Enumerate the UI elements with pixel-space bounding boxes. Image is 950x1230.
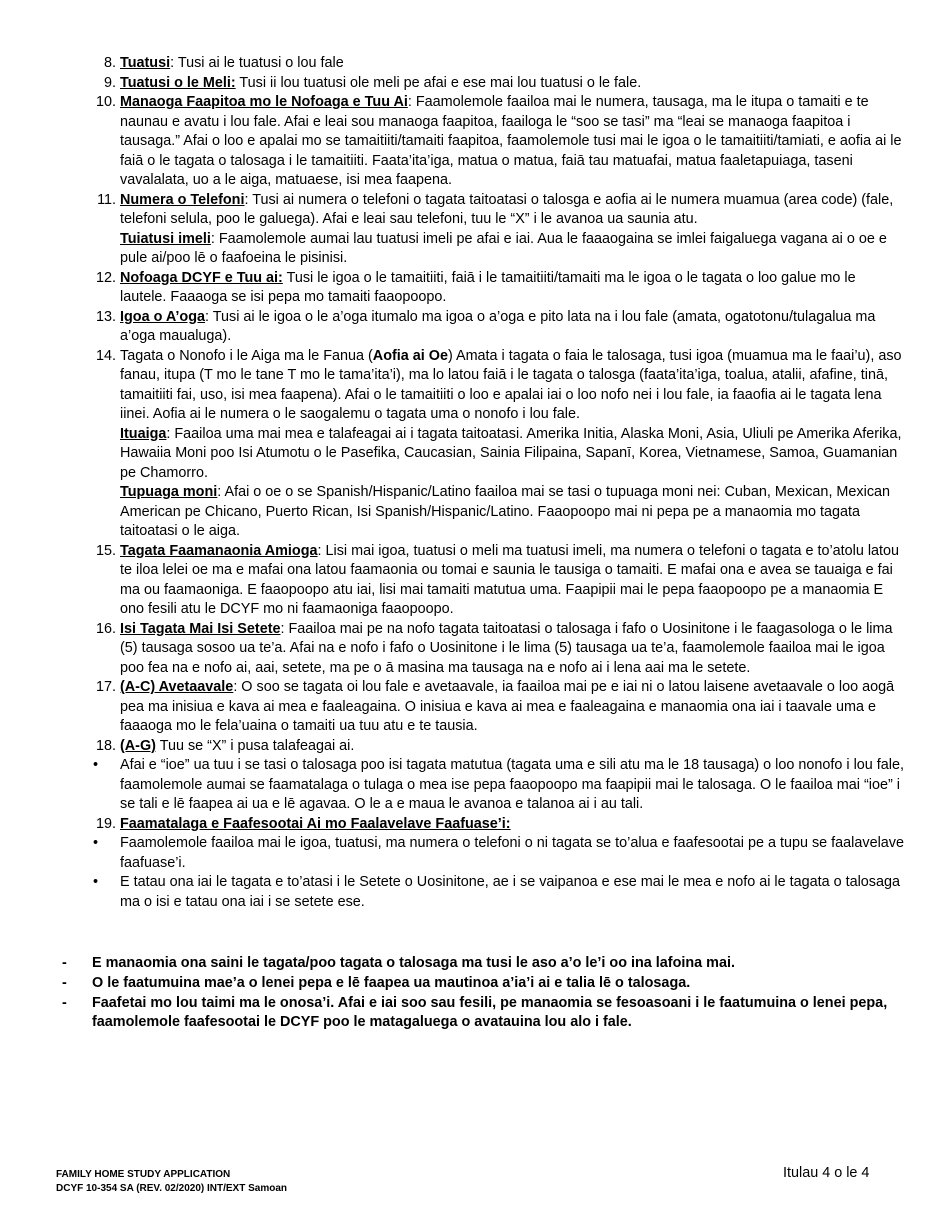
form-footer <box>56 1168 287 1196</box>
item-subtext: : Faailoa uma mai mea e talafeagai ai i tagata taitoatasi. Amerika Initia, Alaska Moni, Asia, Uliuli pe Amerika Aferika, Hawaiia Moni poo Isi Atumotu o le Pasefika, Caucasian, Sainia Filipaina, Sapanī, Korea, Vietnamese, Samoa, Guamanian pe Chamorro. <box>120 425 902 481</box>
item-heading: Tuatusi o le Meli: <box>120 74 236 91</box>
note-text: Faafetai mo lou taimi ma le onosa’i. Afai e iai soo sau fesili, pe manaomia se fesoasoani i le faatumuina o lenei pepa, faamolemole faafesootai le DCYF poo le matagaluega o avatauina lou alo i fale. <box>92 994 888 1031</box>
form-id: DCYF 10-354 SA (REV. 02/2020) INT/EXT Samoan <box>56 1183 288 1194</box>
bullet-item: • E tatau ona iai le tagata e to’atasi i le Setete o Uosinitone, ae i se vaipanoa e ese mai le mea e nofo ai le tagata o talosaga ma o isi e tatau ona iai i se setete ese. <box>120 873 905 912</box>
item-subtext: : Faamolemole aumai lau tuatusi imeli pe afai e iai. Aua le faaaogaina se imlei faigaluega vagana ai o oe e pule ai/poo lē o faafoeina le pisinisi. <box>120 230 887 266</box>
item-heading: Nofoaga DCYF e Tuu ai: <box>120 269 283 286</box>
list-item <box>95 542 905 620</box>
item-heading: Faamatalaga e Faafesootai Ai mo Faalavelave Faafuase’i: <box>120 815 511 832</box>
item-number: 9. <box>103 74 116 91</box>
item-number: 13. <box>95 308 116 325</box>
note-dash: - <box>62 974 67 991</box>
list-item <box>95 347 905 542</box>
list-item <box>95 678 905 737</box>
item-text: ) Amata i tagata o faia le talosaga, tusi igoa (muamua ma le faai’u), aso fanau, itupa (T mo le tane T mo le tama’ita’i), ma lo latou faiā i le tagata o talosga (faata’ita’iga, toalua, atalii, afafine, tinā, tamaitiiti fai, uso, isi mea faapena). Afai o le tamaitiiti o loo e apalai iai o loo nofo nei i lou fale, ia faaofia ai le tagata lena iinei. Aofia ai le numera o le saogalemu o tagata uma o nonofo i lou fale. <box>120 347 902 422</box>
item-heading: Igoa o A’oga <box>120 308 206 325</box>
item-text: : O soo se tagata oi lou fale e avetaavale, ia faailoa mai pe e iai ni o latou laisene avetaavale o loo aogā pea ma inisiua e kava ai mea e faaleagaina. O inisiua e kava ai mea e faaleagaina e manaomia ona iai i taavale uma e faaaoga mo le fela’uaina o tamaiti ua tuu atu e te tausia. <box>120 679 895 734</box>
list-item <box>97 191 905 269</box>
item-number: 10. <box>95 94 116 110</box>
item-heading: (A-G) <box>120 737 156 754</box>
item-number: 8. <box>103 55 116 71</box>
item-number: 14. <box>95 347 116 364</box>
item-bold-text: Aofia ai Oe <box>372 347 448 364</box>
item-text: : Lisi mai igoa, tuatusi o meli ma tuatusi imeli, ma numera o telefoni o tagata e to’atolu latou te iloa lelei oe ma e mafai ona latou faamaonia ou tomai e saunia le tausiga o tamaiti. E mafai ona e avea se tauaiga e fai ma ou faamaoniga. E faaopoopo atu iai, lisi mai tamaiti matutua uma. Faapipii mai le pepa faaopoopo pe a manaomia E ono fesili atu le DCYF mo ni faamaoniga faaopoopo. <box>120 542 900 617</box>
item-heading: Isi Tagata Mai Isi Setete <box>120 620 281 637</box>
note-dash: - <box>62 994 67 1011</box>
item-heading: Numera o Telefoni <box>120 191 245 208</box>
list-item <box>95 269 905 308</box>
item-number: 16. <box>95 620 116 637</box>
bullet-item: • Faamolemole faailoa mai le igoa, tuatusi, ma numera o telefoni o ni tagata se to’alua e faafesootai pe a tupu se faalavelave faafuase’i. <box>120 834 905 873</box>
instruction-list <box>95 54 905 912</box>
item-heading: Manaoga Faapitoa mo le Nofoaga e Tuu Ai <box>120 94 408 110</box>
list-item <box>103 54 905 74</box>
note-item <box>62 994 912 1034</box>
item-text: Tagata o Nonofo i le Aiga ma le Fanua ( <box>120 347 373 364</box>
list-item <box>95 308 905 347</box>
note-text: O le faatumuina mae’a o lenei pepa e lē faapea ua mautinoa a’ia’i ai e talia lē o talosaga. <box>92 974 691 991</box>
item-number: 15. <box>95 542 116 559</box>
item-number: 17. <box>95 679 116 695</box>
bullet-item: • Afai e “ioe” ua tuu i se tasi o talosaga poo isi tagata matutua (tagata uma e sili atu ma le 18 tausaga) o loo nonofo i lou fale, faamolemole aumai se faamatalaga o tulaga o mea ise pepa faaopoopo ma faapipii mai le talosaga. O le faailoa mai “ioe” i se tali e lē faapea ai ua e lē agavaa. O le a e maua le avanoa e talanoa ai i au tali. <box>120 756 905 815</box>
note-item <box>62 974 912 994</box>
note-dash: - <box>62 955 67 971</box>
item-text: : Tusi ai le tuatusi o lou fale <box>170 55 344 71</box>
item-text: : Faailoa mai pe na nofo tagata taitoatasi o talosaga i fafo o Uosinitone i le faagasologa o le lima (5) tausaga sosoo ua te’a. Afai na e nofo i fafo o Uosinitone i le lima (5) tausaga ua te’a, faamolemole faailoa mai le igoa poo fea na e nofo ai, aai, setete, ma pe o ā masina ma tausaga na e nofo ai i lena aai ma le setete. <box>120 620 893 676</box>
list-item <box>103 74 905 94</box>
item-number: 11. <box>97 191 116 208</box>
item-heading: Tagata Faamanaonia Amioga <box>120 542 318 559</box>
item-number: 12. <box>95 269 116 286</box>
list-item <box>95 737 905 815</box>
item-heading: Tuatusi <box>120 55 171 71</box>
item-text: Tusi le igoa o le tamaitiiti, faiā i le tamaitiiti/tamaiti ma le igoa o le tagata o loo galue mo le lautele. Faaaoga se isi pepa mo tamaiti faaopoopo. <box>120 269 856 305</box>
item-text: Tusi ii lou tuatusi ole meli pe afai e ese mai lou tuatusi o le fale. <box>235 74 642 91</box>
item-subheading: Tuiatusi imeli <box>120 230 211 247</box>
item-subheading: Tupuaga moni <box>120 484 218 500</box>
note-text: E manaomia ona saini le tagata/poo tagata o talosaga ma tusi le aso a’o le’i oo ina lafoina mai. <box>92 955 735 971</box>
form-title: FAMILY HOME STUDY APPLICATION <box>56 1169 231 1180</box>
item-heading: (A-C) Avetaavale <box>120 679 234 695</box>
list-item <box>95 93 905 191</box>
note-item <box>62 954 912 974</box>
list-item <box>95 815 905 913</box>
closing-notes <box>62 954 912 1033</box>
item-number: 19. <box>95 815 116 832</box>
item-text: : Tusi ai le igoa o le a’oga itumalo ma igoa o a’oga e pito lata na i lou fale (amata, ogatotonu/tulagalua ma a’oga maualuga). <box>120 308 876 344</box>
item-text: Tuu se “X” i pusa talafeagai ai. <box>155 737 355 754</box>
item-text: : Faamolemole faailoa mai le numera, tausaga, ma le itupa o tamaiti e te naunau e avatu i lou fale. Afai e leai sou manaoga faapitoa, faailoga le “soo se tasi” ma “leai se manaoga faapitoa i tausaga.” Afai o loo e apalai mo se tamaitiiti/tamaiti faapitoa, faamolemole tusi mai le igoa o le tamaitiiti/tamiati, e aofia ai le faiā o le tagata o talosaga i le tamaitiiti. Faata’ita’iga, matua o matua, faiā tau matuafai, matua faaletapuiaga, taseni vavalalata, uo a le aiga, matuaese, isi mea faapena. <box>120 94 902 188</box>
item-text: : Tusi ai numera o telefoni o tagata taitoatasi o talosga e aofia ai le numera muamua (area code) (fale, telefoni selula, poo le galuega). Afai e leai sau telefoni, tuu le “X” i le avanoa ua saunia atu. <box>120 191 894 227</box>
item-subtext: : Afai o oe o se Spanish/Hispanic/Latino faailoa mai se tasi o tupuaga moni nei: Cuban, Mexican, Mexican American pe Chicano, Puerto Rican, Isi Spanish/Hispanic/Latino. Faaopoopo mai ni pepa pe a manaomia mo tagata taitoatasi o le aiga. <box>120 484 891 539</box>
list-item <box>95 620 905 679</box>
item-number: 18. <box>95 737 116 754</box>
page-number: Itulau 4 o le 4 <box>783 1165 870 1181</box>
item-subheading: Ituaiga <box>120 425 167 442</box>
